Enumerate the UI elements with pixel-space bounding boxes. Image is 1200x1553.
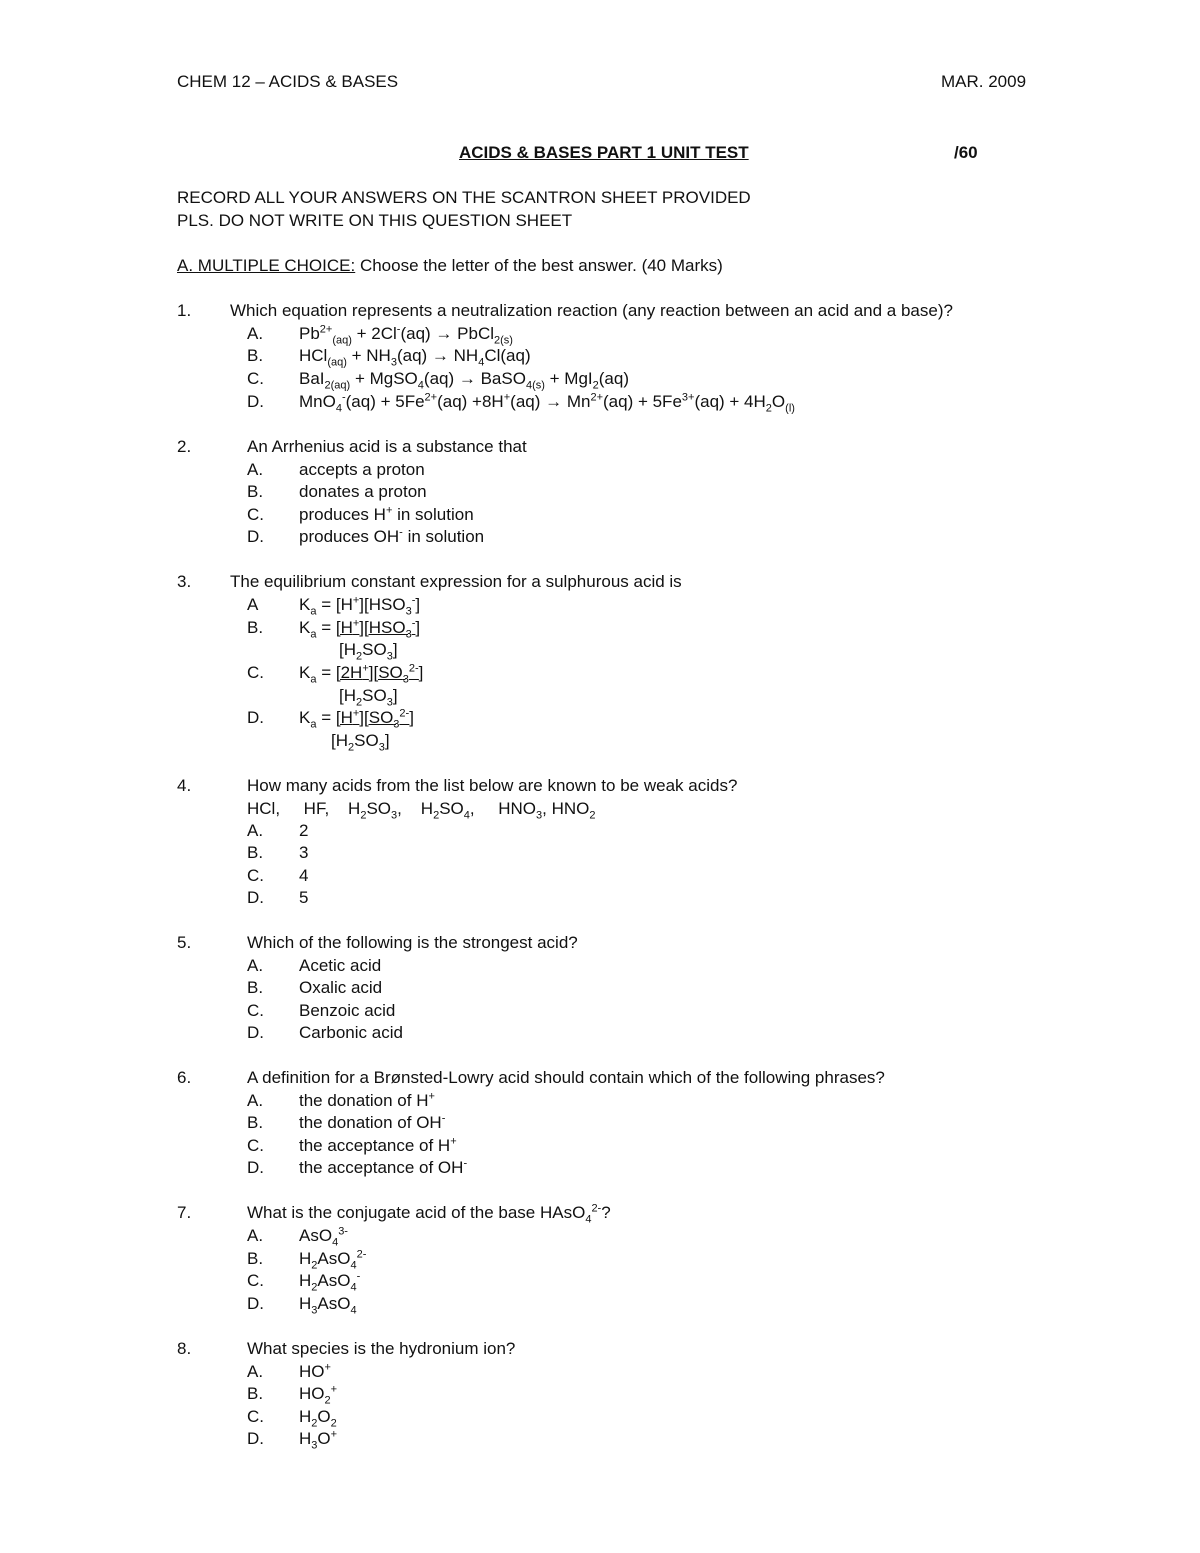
q4-option-b: 3	[299, 843, 309, 862]
q8-number: 8.	[177, 1339, 192, 1358]
q3-option-c-denominator: $[H_2SO_3]$	[339, 686, 398, 709]
q4-letter-a: A.	[247, 821, 264, 840]
q2-option-d-text: produces OH	[299, 527, 400, 546]
q8-option-a: HO+	[299, 1361, 331, 1381]
q5-letter-c: C.	[247, 1001, 264, 1020]
q6-letter-d: D.	[247, 1158, 264, 1177]
q4-option-c: 4	[299, 866, 309, 885]
q5-option-d: Carbonic acid	[299, 1023, 403, 1042]
q8-letter-c: C.	[247, 1407, 264, 1426]
q3-option-b: $K_a = [H^+][HSO_3^-]$	[299, 617, 421, 641]
score-total: /60	[954, 143, 978, 162]
q1-letter-a: A.	[247, 324, 264, 343]
q6-option-d: the acceptance of OH-	[299, 1157, 468, 1177]
q7-text-line: What is the conjugate acid of the base HAsO$_4^{2-}$?	[247, 1202, 611, 1226]
q5-letter-a: A.	[247, 956, 264, 975]
q1-letter-c: C.	[247, 369, 264, 388]
q8-option-c: $H_2O_2$	[299, 1407, 337, 1430]
q5-letter-b: B.	[247, 978, 264, 997]
section-text: Choose the letter of the best answer. (40 Marks)	[359, 256, 723, 275]
q2-number: 2.	[177, 437, 192, 456]
q2-option-c-text: produces H	[299, 505, 386, 524]
q7-option-c: $H_2AsO_4^-$	[299, 1270, 361, 1294]
q2-option-a: accepts a proton	[299, 460, 425, 479]
q6-option-c-text: the acceptance of H	[299, 1136, 451, 1155]
q6-option-b: the donation of OH-	[299, 1112, 446, 1132]
q3-number: 3.	[177, 572, 192, 591]
q3-option-a: $K_a = [H^+][HSO_3^-]$	[299, 594, 421, 618]
q2-option-d: produces OH- in solution	[299, 526, 485, 546]
q7-letter-d: D.	[247, 1294, 264, 1313]
q4-letter-c: C.	[247, 866, 264, 885]
q5-letter-d: D.	[247, 1023, 264, 1042]
q4-text: How many acids from the list below are known to be weak acids?	[247, 776, 738, 795]
section-label: A. MULTIPLE CHOICE:	[177, 256, 356, 275]
q1-option-d: $MnO_4^-(aq) + 5Fe^{2+}(aq) +8H^+(aq) \to Mn^{2+}(aq) + 5Fe^{3+}(aq) + 4H_2O_{(l)}$	[299, 391, 795, 415]
q6-option-a: the donation of H+	[299, 1090, 435, 1110]
q4-letter-b: B.	[247, 843, 264, 862]
q7-option-d: $H_3AsO_4$	[299, 1294, 357, 1317]
q6-option-c: the acceptance of H+	[299, 1135, 457, 1155]
q1-option-a: $Pb^{2+}_{(aq)} + 2Cl^-(aq)$ → PbCl$_{2(s)}$	[299, 323, 513, 347]
q4-number: 4.	[177, 776, 192, 795]
q4-option-d: 5	[299, 888, 309, 907]
q7-letter-a: A.	[247, 1226, 264, 1245]
instruction-line-2: PLS. DO NOT WRITE ON THIS QUESTION SHEET	[177, 211, 573, 230]
q1-letter-b: B.	[247, 346, 264, 365]
section-heading	[177, 256, 723, 276]
q2-letter-b: B.	[247, 482, 264, 501]
q3-option-b-denominator: $[H_2SO_3]$	[339, 640, 398, 663]
q6-letter-a: A.	[247, 1091, 264, 1110]
q6-option-d-text: the acceptance of OH	[299, 1158, 464, 1177]
q6-letter-b: B.	[247, 1113, 264, 1132]
q8-option-b: $HO_2^+$	[299, 1383, 338, 1407]
q2-text: An Arrhenius acid is a substance that	[247, 437, 527, 456]
q5-option-a: Acetic acid	[299, 956, 382, 975]
q6-option-b-text: the donation of OH	[299, 1113, 442, 1132]
q1-option-c: BaI$_{2(aq)}$ + MgSO$_4$(aq) → BaSO$_{4(s)}$ + MgI$_2$(aq)	[299, 369, 629, 392]
instruction-line-1: RECORD ALL YOUR ANSWERS ON THE SCANTRON SHEET PROVIDED	[177, 188, 751, 207]
q2-option-c: produces H+ in solution	[299, 504, 474, 524]
q6-letter-c: C.	[247, 1136, 264, 1155]
q3-option-d-denominator: $[H_2SO_3]$	[331, 731, 390, 754]
q4-option-a: 2	[299, 821, 309, 840]
doc-header-left: CHEM 12 – ACIDS & BASES	[177, 72, 399, 91]
q1-text: Which equation represents a neutralization reaction (any reaction between an acid and a base)?	[230, 301, 953, 320]
q3-letter-c: C.	[247, 663, 264, 682]
q3-option-c: $K_a = [2H^+][SO_3^{2-}]$	[299, 662, 424, 686]
q8-letter-b: B.	[247, 1384, 264, 1403]
page-title: ACIDS & BASES PART 1 UNIT TEST	[459, 143, 749, 162]
q7-text: What is the conjugate acid of the base HAsO	[247, 1203, 586, 1222]
doc-header-right: MAR. 2009	[941, 72, 1027, 91]
q6-option-a-text: the donation of H	[299, 1091, 429, 1110]
q7-option-b: $H_2AsO_4^{2-}$	[299, 1248, 367, 1272]
q3-text: The equilibrium constant expression for a sulphurous acid is	[230, 572, 682, 591]
q5-option-c: Benzoic acid	[299, 1001, 396, 1020]
q7-number: 7.	[177, 1203, 192, 1222]
q8-option-d: $H_3O^+$	[299, 1428, 338, 1452]
q2-option-c-suffix: in solution	[392, 505, 474, 524]
q5-number: 5.	[177, 933, 192, 952]
q5-option-b: Oxalic acid	[299, 978, 383, 997]
q8-letter-a: A.	[247, 1362, 264, 1381]
q2-option-b: donates a proton	[299, 482, 427, 501]
q2-letter-d: D.	[247, 527, 264, 546]
q7-letter-b: B.	[247, 1249, 264, 1268]
q3-letter-d: D.	[247, 708, 264, 727]
q2-option-d-suffix: in solution	[402, 527, 485, 546]
q7-letter-c: C.	[247, 1271, 264, 1290]
q1-letter-d: D.	[247, 392, 264, 411]
q8-letter-d: D.	[247, 1429, 264, 1448]
q2-letter-c: C.	[247, 505, 264, 524]
q1-option-b: $HCl_{(aq)} + NH_3(aq) \to NH_4Cl(aq)$	[299, 346, 531, 369]
q7-option-a: AsO$_4^{3-}$	[299, 1225, 348, 1249]
q2-letter-a: A.	[247, 460, 264, 479]
q5-text: Which of the following is the strongest acid?	[247, 933, 578, 952]
q4-acid-list: HCl, HF, $H_2SO_3$, $H_2SO_4$, $HNO_3$, $HNO_2$	[247, 799, 596, 822]
q3-letter-b: B.	[247, 618, 264, 637]
q4-letter-d: D.	[247, 888, 264, 907]
q3-letter-a: A	[247, 595, 259, 614]
q6-text: A definition for a Brønsted-Lowry acid should contain which of the following phrases?	[247, 1068, 885, 1087]
q3-option-d: $K_a = [H^+][SO_3^{2-}]$	[299, 707, 414, 731]
q8-text: What species is the hydronium ion?	[247, 1339, 516, 1358]
q6-number: 6.	[177, 1068, 192, 1087]
q1-number: 1.	[177, 301, 192, 320]
